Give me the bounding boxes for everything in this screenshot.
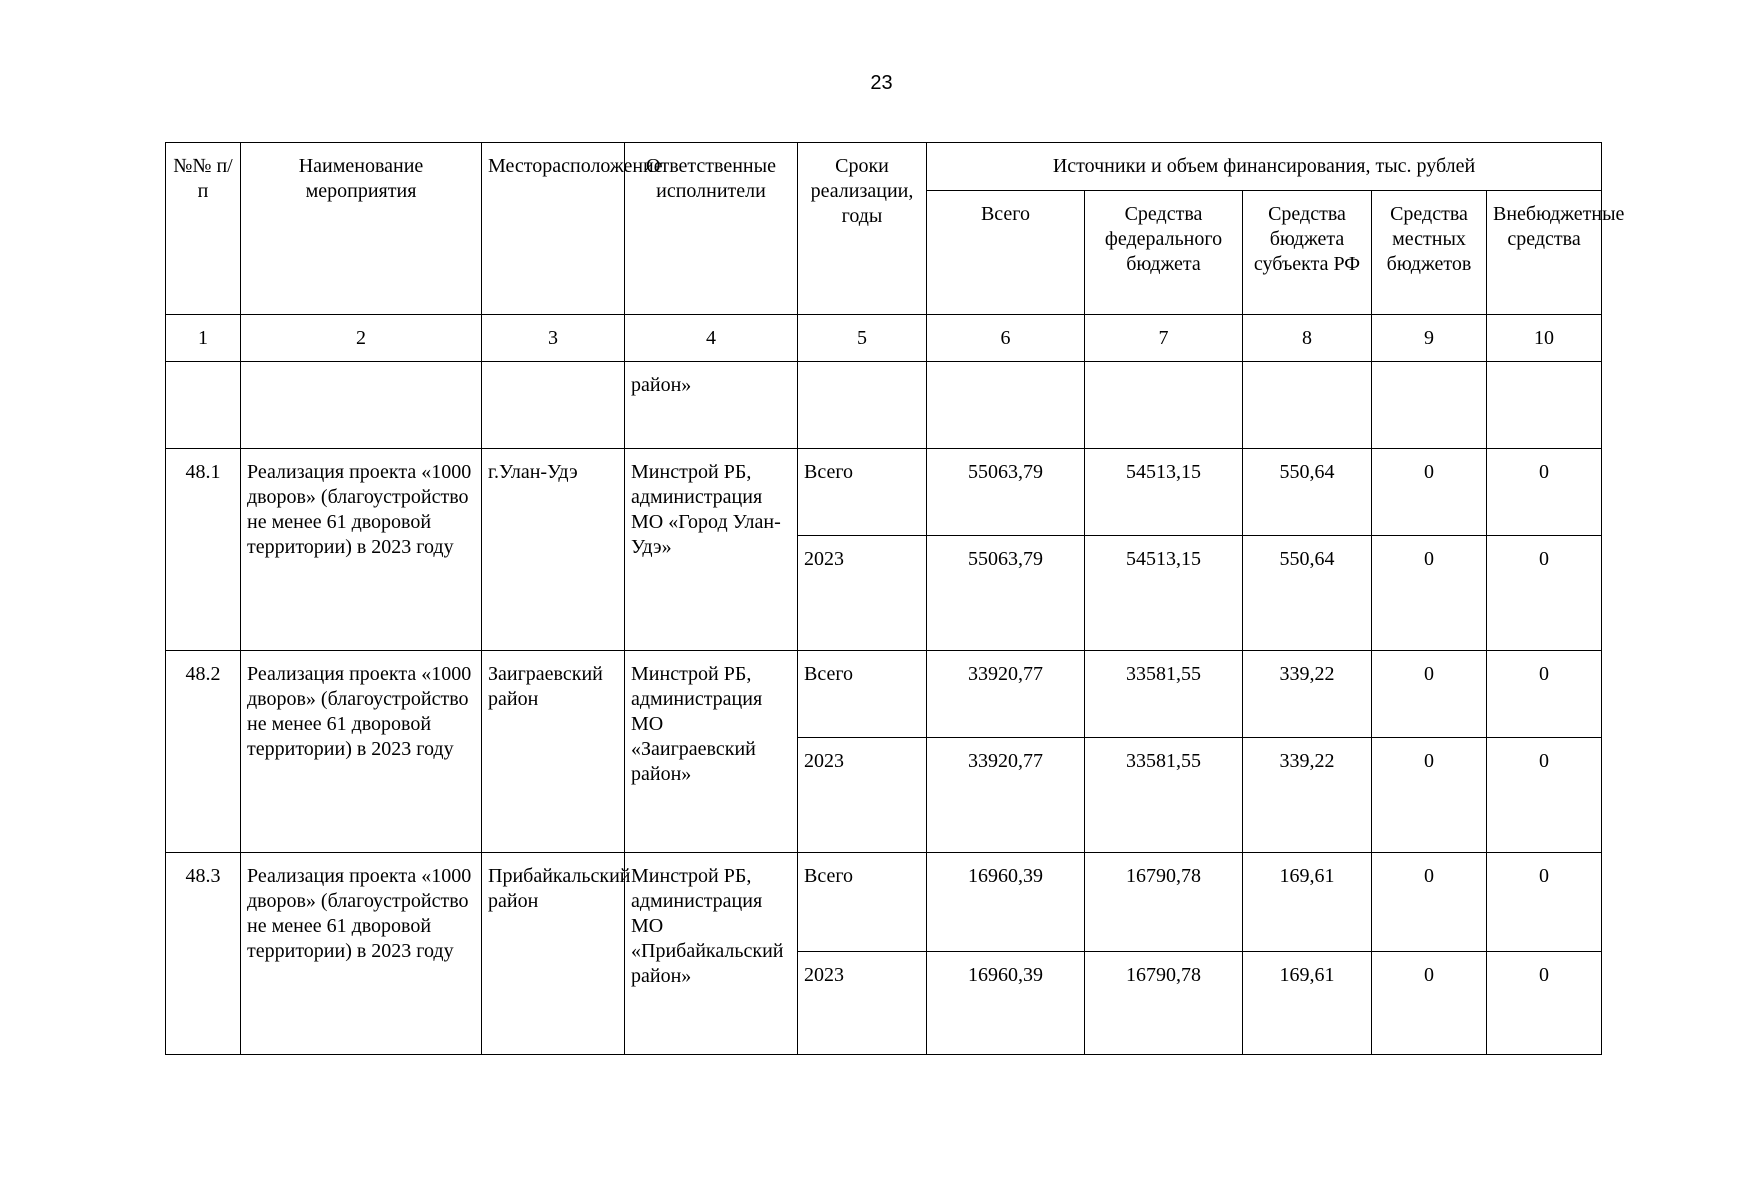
row-location: Заиграевский район [482, 651, 625, 853]
row-extra: 0 [1487, 651, 1602, 738]
column-number: 1 [166, 315, 241, 362]
row-extra: 0 [1487, 952, 1602, 1055]
row-location: г.Улан-Удэ [482, 449, 625, 651]
row-responsible: Минстрой РБ, администрация МО «Прибайкальский район» [625, 853, 798, 1055]
header-num: №№ п/п [166, 143, 241, 315]
row-local: 0 [1372, 449, 1487, 536]
header-name: Наименование мероприятия [241, 143, 482, 315]
row-federal: 16790,78 [1085, 853, 1243, 952]
row-extra: 0 [1487, 449, 1602, 536]
row-subject: 169,61 [1243, 853, 1372, 952]
column-number: 6 [927, 315, 1085, 362]
column-number: 4 [625, 315, 798, 362]
row-total: 16960,39 [927, 853, 1085, 952]
column-number: 2 [241, 315, 482, 362]
column-number: 5 [798, 315, 927, 362]
table-row [166, 449, 1602, 536]
continuation-responsible: район» [625, 362, 798, 449]
row-local: 0 [1372, 651, 1487, 738]
table-row [166, 853, 1602, 952]
header-location: Месторасположение [482, 143, 625, 315]
page-number: 23 [870, 72, 893, 94]
row-name: Реализация проекта «1000 дворов» (благоустройство не менее 61 дворовой территории) в 2023 году [241, 449, 482, 651]
row-total: 55063,79 [927, 536, 1085, 651]
column-number: 7 [1085, 315, 1243, 362]
row-total: 33920,77 [927, 738, 1085, 853]
continuation-row [166, 362, 1602, 449]
column-number: 8 [1243, 315, 1372, 362]
row-local: 0 [1372, 952, 1487, 1055]
row-subject: 169,61 [1243, 952, 1372, 1055]
header-extra: Внебюджетные средства [1487, 191, 1602, 315]
column-number-row [166, 315, 1602, 362]
row-local: 0 [1372, 738, 1487, 853]
table-row [166, 651, 1602, 738]
row-local: 0 [1372, 853, 1487, 952]
row-location: Прибайкальский район [482, 853, 625, 1055]
row-total: 33920,77 [927, 651, 1085, 738]
column-number: 9 [1372, 315, 1487, 362]
row-period: 2023 [798, 952, 927, 1055]
row-subject: 339,22 [1243, 651, 1372, 738]
header-federal: Средства федерального бюджета [1085, 191, 1243, 315]
header-period: Сроки реализации, годы [798, 143, 927, 315]
column-number: 10 [1487, 315, 1602, 362]
row-federal: 33581,55 [1085, 738, 1243, 853]
row-num: 48.3 [166, 853, 241, 1055]
row-period: 2023 [798, 536, 927, 651]
row-period: Всего [798, 853, 927, 952]
header-total: Всего [927, 191, 1085, 315]
row-total: 55063,79 [927, 449, 1085, 536]
row-federal: 16790,78 [1085, 952, 1243, 1055]
row-name: Реализация проекта «1000 дворов» (благоустройство не менее 61 дворовой территории) в 2023 году [241, 853, 482, 1055]
row-name: Реализация проекта «1000 дворов» (благоустройство не менее 61 дворовой территории) в 2023 году [241, 651, 482, 853]
header-sources: Источники и объем финансирования, тыс. рублей [927, 143, 1602, 191]
row-total: 16960,39 [927, 952, 1085, 1055]
row-responsible: Минстрой РБ, администрация МО «Заиграевский район» [625, 651, 798, 853]
header-responsible: Ответственные исполнители [625, 143, 798, 315]
header-local: Средства местных бюджетов [1372, 191, 1487, 315]
row-responsible: Минстрой РБ, администрация МО «Город Улан-Удэ» [625, 449, 798, 651]
row-period: Всего [798, 651, 927, 738]
row-period: Всего [798, 449, 927, 536]
header-subject: Средства бюджета субъекта РФ [1243, 191, 1372, 315]
row-extra: 0 [1487, 738, 1602, 853]
row-federal: 33581,55 [1085, 651, 1243, 738]
row-local: 0 [1372, 536, 1487, 651]
row-federal: 54513,15 [1085, 449, 1243, 536]
row-federal: 54513,15 [1085, 536, 1243, 651]
row-num: 48.2 [166, 651, 241, 853]
row-extra: 0 [1487, 536, 1602, 651]
row-period: 2023 [798, 738, 927, 853]
row-num: 48.1 [166, 449, 241, 651]
financing-table [165, 142, 1625, 1055]
row-subject: 339,22 [1243, 738, 1372, 853]
row-subject: 550,64 [1243, 449, 1372, 536]
column-number: 3 [482, 315, 625, 362]
row-extra: 0 [1487, 853, 1602, 952]
row-subject: 550,64 [1243, 536, 1372, 651]
